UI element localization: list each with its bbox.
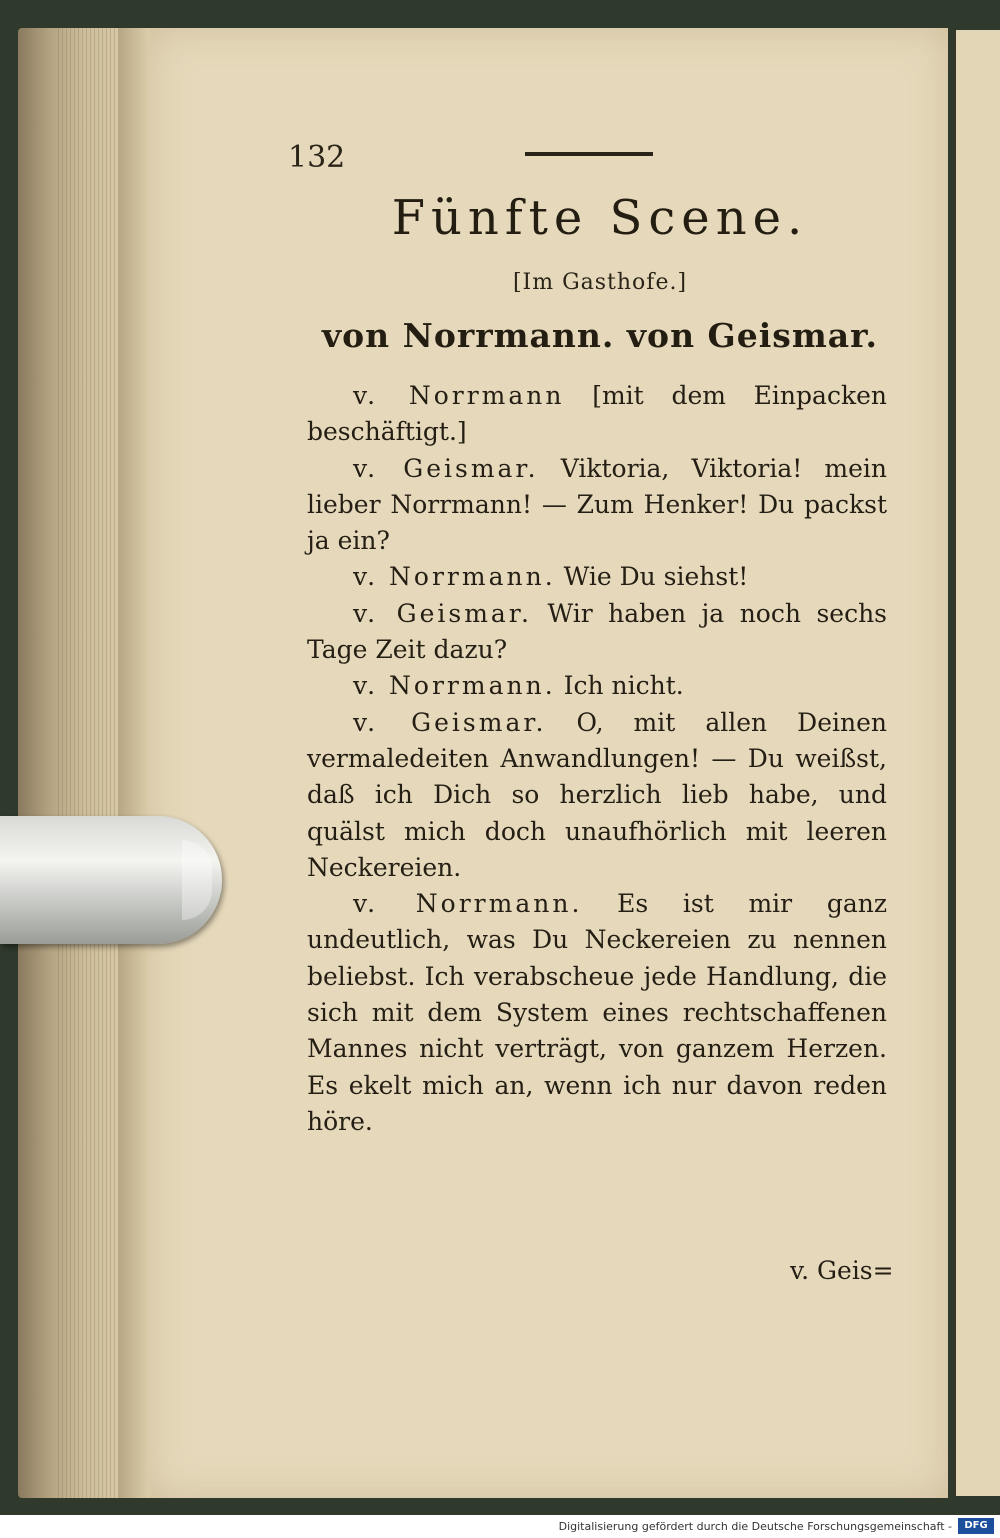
dfg-logo: DFG: [958, 1518, 994, 1534]
scene-title: Fünfte Scene.: [391, 190, 809, 246]
stage-location: [Im Gasthofe.]: [512, 270, 688, 295]
catchword: v. Geis=: [790, 1256, 894, 1285]
speaker-name: v. Geismar.: [353, 453, 539, 483]
header-rule: [525, 152, 653, 156]
dialogue-paragraph: [307, 886, 887, 1140]
dialogue-paragraph: [307, 559, 887, 595]
speech-text: Es ist mir ganz undeutlich, was Du Neckereien zu nennen beliebst. Ich verabscheue jede Handlung, die sich mit dem System eines rechtschaffenen Mannes nicht verträgt, von ganzem Herzen. Es ekelt mich an, wenn ich nur davon reden höre.: [307, 889, 888, 1136]
speech-text: Wir haben ja noch sechs Tage Zeit dazu?: [307, 598, 887, 665]
dialogue-paragraph: [307, 705, 887, 886]
speech-text: O, mit allen Deinen vermaledeiten Anwandlungen! — Du weißst, daß ich Dich so herzlich lieb habe, und quälst mich doch unaufhörlich mit leeren Neckereien.: [307, 707, 887, 882]
speech-text: Wie Du siehst!: [555, 562, 749, 592]
facing-page-edge: [954, 30, 1000, 1496]
page-clip: [0, 816, 222, 944]
page-number: 132: [288, 140, 346, 175]
speaker-name: v. Norrmann.: [353, 671, 556, 701]
speaker-name: v. Norrmann: [353, 381, 565, 410]
page-edges: [18, 28, 128, 1498]
character-list: von Norrmann. von Geismar.: [322, 316, 878, 355]
speech-text: Viktoria, Viktoria! mein lieber Norrmann! — Zum Henker! Du packst ja ein?: [307, 453, 887, 556]
speaker-name: v. Norrmann.: [353, 889, 583, 919]
dialogue-paragraph: [307, 596, 887, 669]
funding-credit: Digitalisierung gefördert durch die Deutsche Forschungsgemeinschaft -: [558, 1520, 952, 1533]
speaker-name: v. Geismar.: [353, 598, 532, 628]
footer-bar: [0, 1515, 1000, 1538]
dialogue-paragraph: [307, 378, 887, 451]
dialogue-paragraph: [307, 451, 887, 560]
speech-text: Ich nicht.: [555, 671, 684, 701]
dialogue-body: [307, 378, 887, 1140]
speech-text: [mit dem Einpacken beschäftigt.]: [307, 381, 887, 447]
dialogue-paragraph: [307, 668, 887, 704]
speaker-name: v. Norrmann.: [353, 562, 556, 592]
speaker-name: v. Geismar.: [353, 707, 547, 737]
